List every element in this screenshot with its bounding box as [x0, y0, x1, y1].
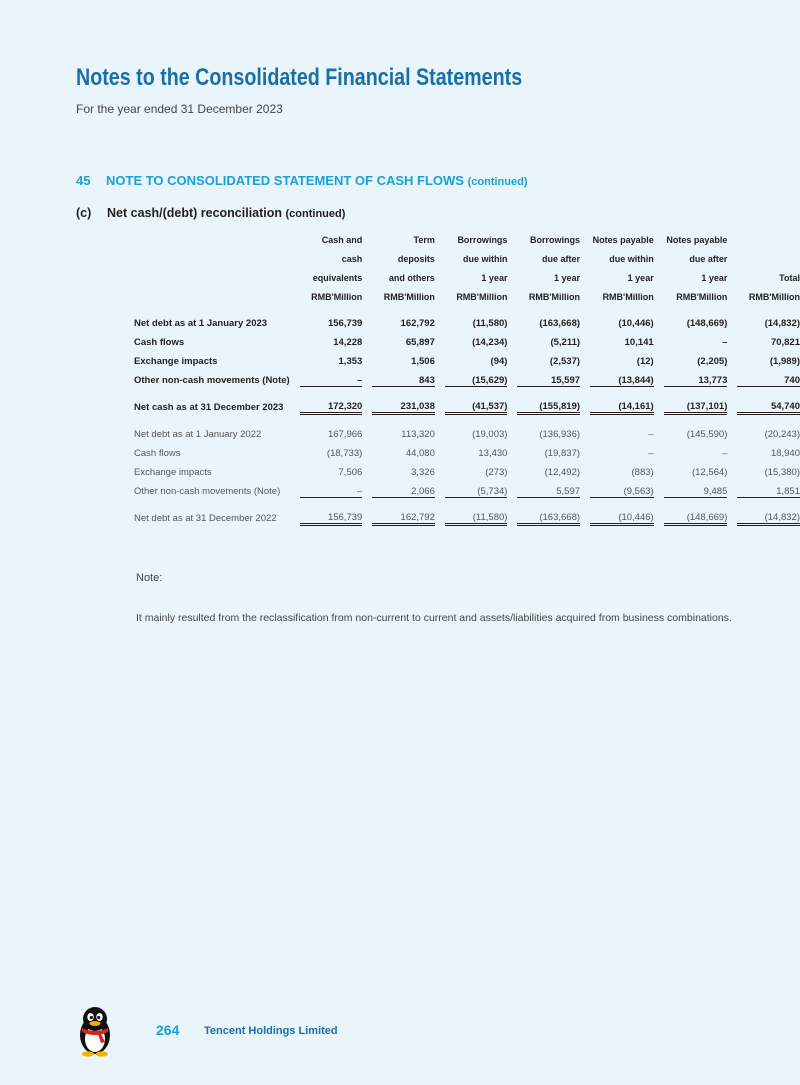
row-label: Cash flows [134, 448, 181, 459]
table-cell [362, 371, 435, 390]
cell-value: – [648, 448, 654, 459]
table-cell [362, 509, 435, 528]
cell-value: (12,564) [691, 467, 728, 478]
cell-value: 14,228 [333, 337, 363, 348]
cell-value: 18,940 [770, 448, 800, 459]
table-cell [507, 444, 580, 463]
table-cell [580, 371, 654, 390]
col-header: 1 year [701, 272, 728, 283]
cell-value: (5,734) [445, 486, 508, 498]
col-header: cash [341, 253, 363, 264]
cell-value: (94) [490, 356, 508, 367]
table-cell [362, 333, 435, 352]
page-number: 264 [156, 1022, 180, 1038]
table-cell [435, 482, 508, 501]
table-row [134, 398, 800, 417]
table-cell [435, 425, 508, 444]
table-cell [727, 398, 800, 417]
table-cell [290, 482, 363, 501]
col-header: Notes payable [666, 234, 728, 245]
table-cell [435, 509, 508, 528]
cell-value: (155,819) [517, 401, 580, 415]
table-cell [580, 333, 654, 352]
row-label: Net debt as at 1 January 2023 [134, 318, 268, 329]
table-cell [290, 352, 363, 371]
col-header: Borrowings [530, 234, 581, 245]
table-cell [654, 333, 728, 352]
cell-value: 13,430 [478, 448, 508, 459]
cell-value: 740 [737, 375, 800, 387]
cell-value: (14,832) [764, 318, 800, 329]
col-unit: RMB'Million [456, 291, 508, 302]
col-header: due within [462, 253, 508, 264]
table-cell [290, 398, 363, 417]
col-header: due after [689, 253, 728, 264]
table-cell [727, 509, 800, 528]
table-cell [435, 463, 508, 482]
cell-value: (273) [485, 467, 508, 478]
cell-value: 3,326 [411, 467, 435, 478]
header-row-2 [134, 249, 800, 268]
col-unit: RMB'Million [748, 291, 800, 302]
table-cell [654, 444, 728, 463]
cell-value: (10,446) [590, 512, 654, 526]
cell-value: (11,580) [472, 318, 508, 329]
table-cell [435, 371, 508, 390]
cell-value: 65,897 [405, 337, 435, 348]
cell-value: 44,080 [405, 448, 435, 459]
table-cell [290, 444, 363, 463]
col-unit: RMB'Million [602, 291, 654, 302]
table-cell [290, 425, 363, 444]
cell-value: 13,773 [664, 375, 728, 387]
cell-value: 231,038 [372, 401, 435, 415]
col-unit: RMB'Million [528, 291, 581, 302]
note-label: Note: [136, 572, 163, 584]
table-row [134, 509, 800, 528]
cell-value: – [300, 486, 363, 498]
table-cell [727, 482, 800, 501]
table-cell [654, 314, 728, 333]
cell-value: – [648, 429, 654, 440]
table-cell [654, 352, 728, 371]
cell-value: (14,234) [472, 337, 508, 348]
header-row-1 [134, 230, 800, 249]
table-cell [580, 463, 654, 482]
cell-value: 156,739 [300, 512, 363, 526]
table-cell [727, 333, 800, 352]
cell-value: 172,320 [300, 401, 363, 415]
col-unit: RMB'Million [311, 291, 363, 302]
table-row [134, 482, 800, 501]
table-cell [654, 482, 728, 501]
table-cell [727, 371, 800, 390]
cell-value: (14,832) [737, 512, 800, 526]
table-cell [290, 509, 363, 528]
table-cell [507, 425, 580, 444]
table-cell [507, 352, 580, 371]
table-cell [435, 398, 508, 417]
cell-value: 7,506 [338, 467, 363, 478]
table-cell [362, 352, 435, 371]
table-row [134, 444, 800, 463]
cell-value: (19,003) [472, 429, 508, 440]
table-cell [654, 398, 728, 417]
table-cell [507, 398, 580, 417]
cell-value: 162,792 [372, 512, 435, 526]
cell-value: (12,492) [544, 467, 581, 478]
table-cell [290, 371, 363, 390]
company-name: Tencent Holdings Limited [204, 1025, 338, 1037]
col-header: 1 year [554, 272, 581, 283]
table-cell [507, 509, 580, 528]
table-cell [727, 352, 800, 371]
section-heading [76, 173, 528, 188]
section-title: NOTE TO CONSOLIDATED STATEMENT OF CASH FLOWS [106, 173, 464, 188]
cell-value: (2,205) [697, 356, 728, 367]
table-cell [654, 425, 728, 444]
table-row [134, 314, 800, 333]
cell-value: (18,733) [326, 448, 363, 459]
cell-value: (20,243) [764, 429, 800, 440]
cell-value: 5,597 [517, 486, 580, 498]
table-cell [507, 333, 580, 352]
reconciliation-table [134, 230, 800, 528]
table-cell [580, 425, 654, 444]
table-cell [435, 352, 508, 371]
table-cell [727, 314, 800, 333]
cell-value: 54,740 [737, 401, 800, 415]
cell-value: (9,563) [590, 486, 654, 498]
col-header: Total [779, 272, 800, 283]
cell-value: (13,844) [590, 375, 654, 387]
cell-value: (15,629) [445, 375, 508, 387]
cell-value: 2,066 [372, 486, 435, 498]
cell-value: (2,537) [549, 356, 581, 367]
cell-value: 1,851 [737, 486, 800, 498]
cell-value: (163,668) [539, 318, 581, 329]
col-header: Notes payable [592, 234, 654, 245]
table-row [134, 463, 800, 482]
section-number: 45 [76, 173, 91, 188]
table-cell [290, 333, 363, 352]
section-continued: (continued) [467, 176, 528, 188]
col-header [727, 249, 800, 268]
col-unit: RMB'Million [383, 291, 435, 302]
cell-value: (145,590) [686, 429, 728, 440]
cell-value: (11,580) [445, 512, 508, 526]
table-body [134, 314, 800, 528]
col-header: due after [542, 253, 581, 264]
row-label: Net debt as at 31 December 2022 [134, 513, 277, 524]
table-cell [362, 398, 435, 417]
table-row [134, 352, 800, 371]
cell-value: (14,161) [590, 401, 654, 415]
table-cell [654, 509, 728, 528]
cell-value: (1,989) [769, 356, 800, 367]
cell-value: – [722, 337, 728, 348]
table-cell [580, 482, 654, 501]
cell-value: – [300, 375, 363, 387]
table-cell [580, 444, 654, 463]
row-label: Other non-cash movements (Note) [134, 375, 290, 386]
cell-value: (883) [631, 467, 654, 478]
penguin-icon [74, 1005, 116, 1057]
subsection-title: Net cash/(debt) reconciliation [107, 206, 283, 220]
table-cell [654, 463, 728, 482]
col-header: and others [388, 272, 435, 283]
col-header: deposits [397, 253, 435, 264]
table-cell [290, 463, 363, 482]
table-cell [727, 425, 800, 444]
col-header: due within [609, 253, 654, 264]
table-cell [580, 352, 654, 371]
cell-value: (137,101) [664, 401, 728, 415]
col-header: 1 year [481, 272, 508, 283]
table-cell [727, 444, 800, 463]
table-cell [362, 482, 435, 501]
cell-value: (12) [636, 356, 654, 367]
cell-value: 162,792 [400, 318, 435, 329]
table-row [134, 333, 800, 352]
table-cell [727, 463, 800, 482]
table-cell [435, 333, 508, 352]
cell-value: 9,485 [664, 486, 728, 498]
table-cell [362, 425, 435, 444]
cell-value: (148,669) [686, 318, 728, 329]
cell-value: (148,669) [664, 512, 728, 526]
row-label: Net debt as at 1 January 2022 [134, 429, 262, 440]
subsection-continued: (continued) [285, 208, 346, 220]
col-header: 1 year [627, 272, 654, 283]
table-cell [362, 463, 435, 482]
cell-value: 113,320 [401, 429, 435, 440]
cell-value: 1,506 [411, 356, 435, 367]
col-header: Term [413, 234, 435, 245]
cell-value: (19,837) [544, 448, 581, 459]
row-label: Exchange impacts [134, 467, 212, 478]
row-label: Net cash as at 31 December 2023 [134, 402, 284, 413]
cell-value: 15,597 [517, 375, 580, 387]
cell-value: (5,211) [550, 337, 581, 348]
cell-value: 156,739 [327, 318, 363, 329]
subsection-heading [76, 206, 345, 220]
cell-value: 10,141 [624, 337, 654, 348]
header-row-3 [134, 268, 800, 287]
cell-value: (10,446) [618, 318, 654, 329]
table-cell [654, 371, 728, 390]
cell-value: 167,966 [327, 429, 363, 440]
table-cell [507, 463, 580, 482]
cell-value: – [722, 448, 728, 459]
table-cell [435, 444, 508, 463]
col-header: Cash and [321, 234, 363, 245]
row-label: Other non-cash movements (Note) [134, 486, 281, 497]
header-row-4 [134, 287, 800, 306]
col-unit: RMB'Million [676, 291, 728, 302]
cell-value: (136,936) [539, 429, 581, 440]
table-row [134, 425, 800, 444]
page-subtitle: For the year ended 31 December 2023 [76, 102, 283, 116]
table-cell [507, 371, 580, 390]
table-cell [580, 509, 654, 528]
row-label: Cash flows [134, 337, 185, 348]
table-cell [507, 482, 580, 501]
page-title: Notes to the Consolidated Financial Statements [76, 64, 523, 91]
cell-value: 1,353 [338, 356, 363, 367]
table-cell [290, 314, 363, 333]
cell-value: 70,821 [770, 337, 800, 348]
col-header: Borrowings [457, 234, 508, 245]
cell-value: (41,537) [445, 401, 508, 415]
subsection-letter: (c) [76, 206, 92, 220]
row-label: Exchange impacts [134, 356, 218, 367]
table-cell [435, 314, 508, 333]
col-header [727, 230, 800, 249]
table-cell [507, 314, 580, 333]
table-cell [362, 444, 435, 463]
cell-value: (163,668) [517, 512, 580, 526]
note-text: It mainly resulted from the reclassification from non-current to current and assets/liabilities acquired from business combinations. [136, 612, 732, 624]
table-cell [362, 314, 435, 333]
table-cell [580, 398, 654, 417]
table-cell [580, 314, 654, 333]
cell-value: 843 [372, 375, 435, 387]
col-header: equivalents [312, 272, 363, 283]
cell-value: (15,380) [764, 467, 800, 478]
table-row [134, 371, 800, 390]
